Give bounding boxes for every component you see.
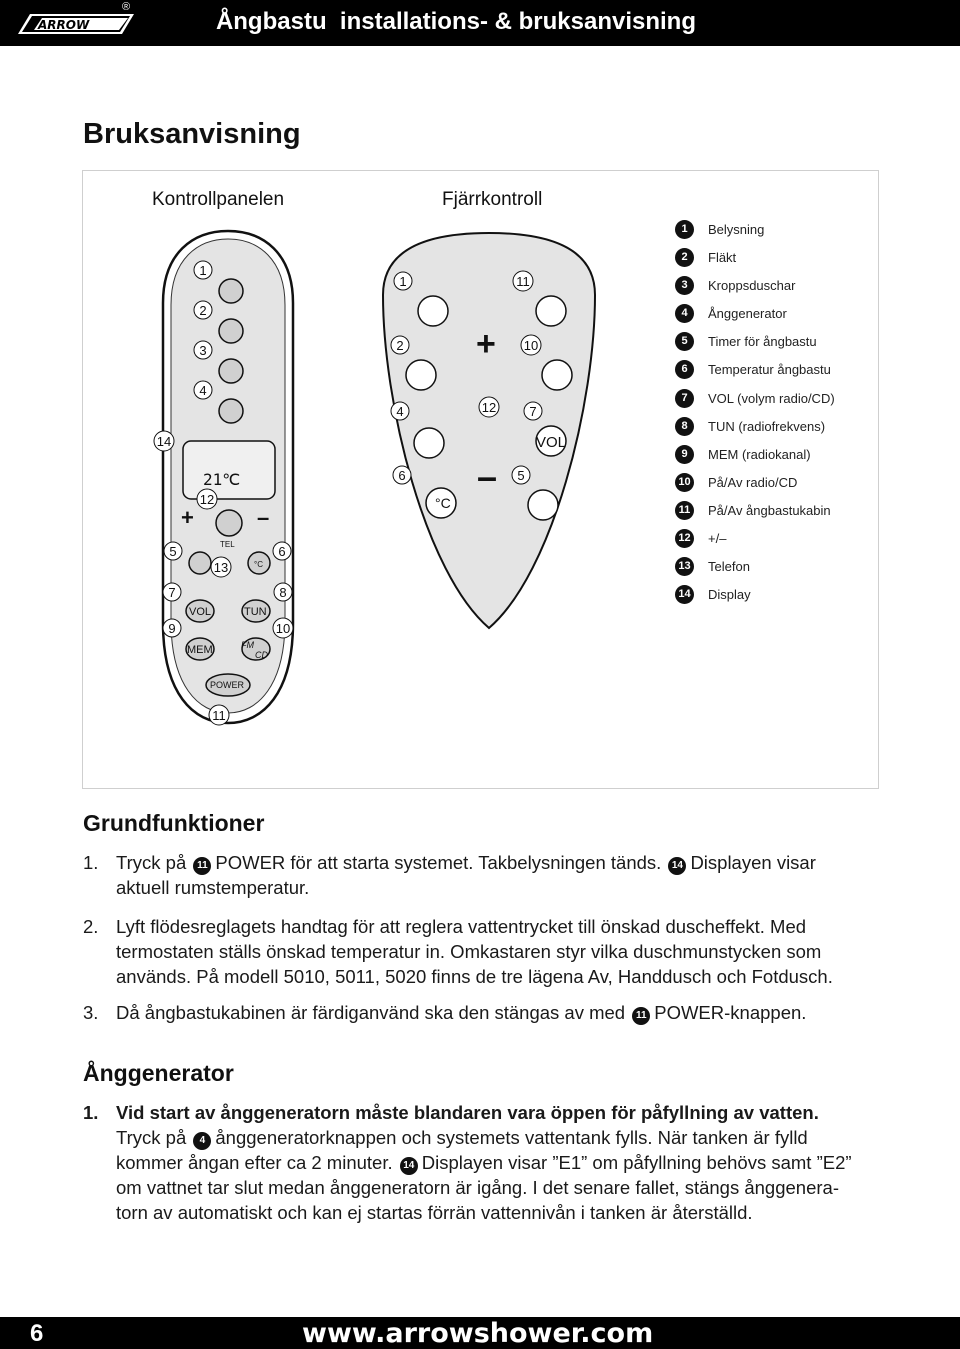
registered-mark: ® <box>122 1 131 13</box>
logo-text: ARROW <box>38 18 90 32</box>
legend-label: VOL (volym radio/CD) <box>708 390 835 406</box>
legend-number-badge: 6 <box>675 360 694 379</box>
remote-music-icon <box>542 360 572 390</box>
steam-button-icon <box>219 399 243 423</box>
section-title: Bruksanvisning <box>83 118 301 150</box>
basic-step-2: 2. Lyft flödesreglagets handtag för att reglera vattentrycket till önskad duscheffekt. Med termostaten ställs önskad temperatur in. Omkastaren styr vilka duschmunstycken som används. På modell 5010, 5011, 5020 finns de tre lägena Av, Handdusch och Fotdusch. <box>83 916 833 987</box>
basic-step-3: 3. Då ångbastukabinen är färdiganvänd ska den stängas av med 11 POWER-knappen. <box>83 1002 807 1023</box>
mem-label: MEM <box>187 644 213 656</box>
legend-label: Ånggenerator <box>708 306 787 322</box>
legend-label: Belysning <box>708 222 765 237</box>
legend-label: Telefon <box>708 559 750 575</box>
page-number: 6 <box>30 1320 44 1347</box>
header-bar <box>0 0 960 46</box>
svg-text:10: 10 <box>523 338 539 353</box>
svg-text:1: 1 <box>199 263 207 278</box>
ref-badge: 11 <box>193 857 211 875</box>
anggenerator-heading: Ånggenerator <box>83 1060 234 1086</box>
legend-item <box>675 442 875 470</box>
remote-light-icon <box>418 296 448 326</box>
fm-label: FM <box>241 640 254 650</box>
legend-item <box>675 329 875 357</box>
legend-number-badge: 1 <box>675 220 694 239</box>
steam-step-1: 1. Vid start av ånggeneratorn måste blandaren vara öppen för påfyllning av vatten. Tryck på 4 ånggeneratorknappen och systemets vattentank fylls. När tanken är fylld kommer ångan efter ca 2 minuter. 14 Displayen visar ”E1” om påfyllning behövs samt ”E2” om vattnet tar slut medan ånggeneratorn är igång. I det senare fallet, stängs ånggenera-torn av automatiskt och kan ej startas förrän vattennivån i tanken är återställd. <box>83 1102 852 1223</box>
svg-text:10: 10 <box>275 621 291 636</box>
svg-text:12: 12 <box>199 492 215 507</box>
svg-text:6: 6 <box>398 468 406 483</box>
remote-illustration <box>373 223 605 643</box>
legend-item <box>675 357 875 385</box>
svg-text:11: 11 <box>516 274 530 289</box>
svg-text:12: 12 <box>481 400 497 415</box>
legend-item <box>675 273 875 301</box>
legend-number-badge: 9 <box>675 445 694 464</box>
svg-text:5: 5 <box>517 468 525 483</box>
vol-label: VOL <box>189 606 212 618</box>
phone-button-icon <box>216 510 242 536</box>
legend-item <box>675 414 875 442</box>
legend-number-badge: 2 <box>675 248 694 267</box>
tun-label: TUN <box>244 606 267 618</box>
legend-item <box>675 470 875 498</box>
svg-text:7: 7 <box>168 585 176 600</box>
legend-number-badge: 7 <box>675 389 694 408</box>
legend-item <box>675 498 875 526</box>
legend-number-badge: 4 <box>675 304 694 323</box>
light-button-icon <box>219 279 243 303</box>
legend-item <box>675 582 875 610</box>
cd-label: CD <box>255 650 268 660</box>
svg-text:2: 2 <box>199 303 207 318</box>
legend-label: Temperatur ångbastu <box>708 362 831 378</box>
legend-number-badge: 3 <box>675 276 694 295</box>
legend-item <box>675 217 875 245</box>
remote-vol-label: VOL <box>536 434 567 451</box>
website-url: www.arrowshower.com <box>302 1318 654 1349</box>
svg-text:4: 4 <box>396 404 404 419</box>
legend-item <box>675 386 875 414</box>
svg-text:14: 14 <box>156 434 172 449</box>
legend-number-badge: 11 <box>675 501 694 520</box>
remote-celsius-label: °C <box>435 495 451 511</box>
legend-label: Fläkt <box>708 250 737 266</box>
remote-steam-icon <box>414 428 444 458</box>
remote-heading: Fjärrkontroll <box>442 189 543 210</box>
fan-button-icon <box>219 319 243 343</box>
legend-item <box>675 526 875 554</box>
remote-fan-icon <box>406 360 436 390</box>
basic-step-1: 1. Tryck på 11 POWER för att starta systemet. Takbelysningen tänds. 14 Displayen visar aktuell rumstemperatur. <box>83 852 816 898</box>
svg-text:6: 6 <box>278 544 286 559</box>
legend-label: Timer för ångbastu <box>708 334 817 350</box>
svg-text:11: 11 <box>212 708 226 723</box>
legend-label: Display <box>708 587 751 603</box>
legend-item <box>675 301 875 329</box>
lcd-temperature: 21℃ <box>203 470 241 489</box>
power-label: POWER <box>210 680 245 690</box>
remote-plus-icon: + <box>476 325 496 363</box>
legend-label: MEM (radiokanal) <box>708 446 811 462</box>
legend-number-badge: 10 <box>675 473 694 492</box>
legend-number-badge: 12 <box>675 529 694 548</box>
legend-label: På/Av ångbastukabin <box>708 502 831 518</box>
legend-number-badge: 13 <box>675 557 694 576</box>
minus-icon: – <box>257 505 270 530</box>
figure-panel <box>82 170 879 789</box>
ref-badge: 4 <box>193 1132 211 1150</box>
svg-text:4: 4 <box>199 383 207 398</box>
remote-power-icon <box>536 296 566 326</box>
legend-number-badge: 14 <box>675 585 694 604</box>
svg-text:2: 2 <box>396 338 404 353</box>
svg-text:9: 9 <box>168 621 176 636</box>
document-title: Ångbastu installations- & bruksanvisning <box>215 8 696 35</box>
svg-text:7: 7 <box>529 404 537 419</box>
svg-text:3: 3 <box>199 343 207 358</box>
svg-text:13: 13 <box>213 560 229 575</box>
ref-badge: 14 <box>400 1157 418 1175</box>
legend-number-badge: 5 <box>675 332 694 351</box>
control-panel-heading: Kontrollpanelen <box>152 189 285 210</box>
legend-label: På/Av radio/CD <box>708 474 798 490</box>
control-panel-illustration <box>143 223 313 733</box>
legend <box>675 217 875 610</box>
svg-text:5: 5 <box>169 544 177 559</box>
remote-timer-icon <box>528 490 558 520</box>
legend-label: TUN (radiofrekvens) <box>708 418 826 434</box>
svg-text:1: 1 <box>399 274 407 289</box>
timer-button-icon <box>189 552 211 574</box>
legend-item <box>675 245 875 273</box>
body-shower-button-icon <box>219 359 243 383</box>
plus-icon: + <box>181 505 194 530</box>
legend-number-badge: 8 <box>675 417 694 436</box>
remote-minus-icon: – <box>477 456 498 497</box>
legend-label: Kroppsduschar <box>708 278 796 294</box>
grundfunktioner-heading: Grundfunktioner <box>83 810 265 836</box>
legend-label: +/– <box>708 531 727 547</box>
svg-text:8: 8 <box>279 585 287 600</box>
ref-badge: 14 <box>668 857 686 875</box>
ref-badge: 11 <box>632 1007 650 1025</box>
tel-label: TEL <box>220 540 235 549</box>
legend-item <box>675 554 875 582</box>
celsius-label: °C <box>254 560 263 569</box>
